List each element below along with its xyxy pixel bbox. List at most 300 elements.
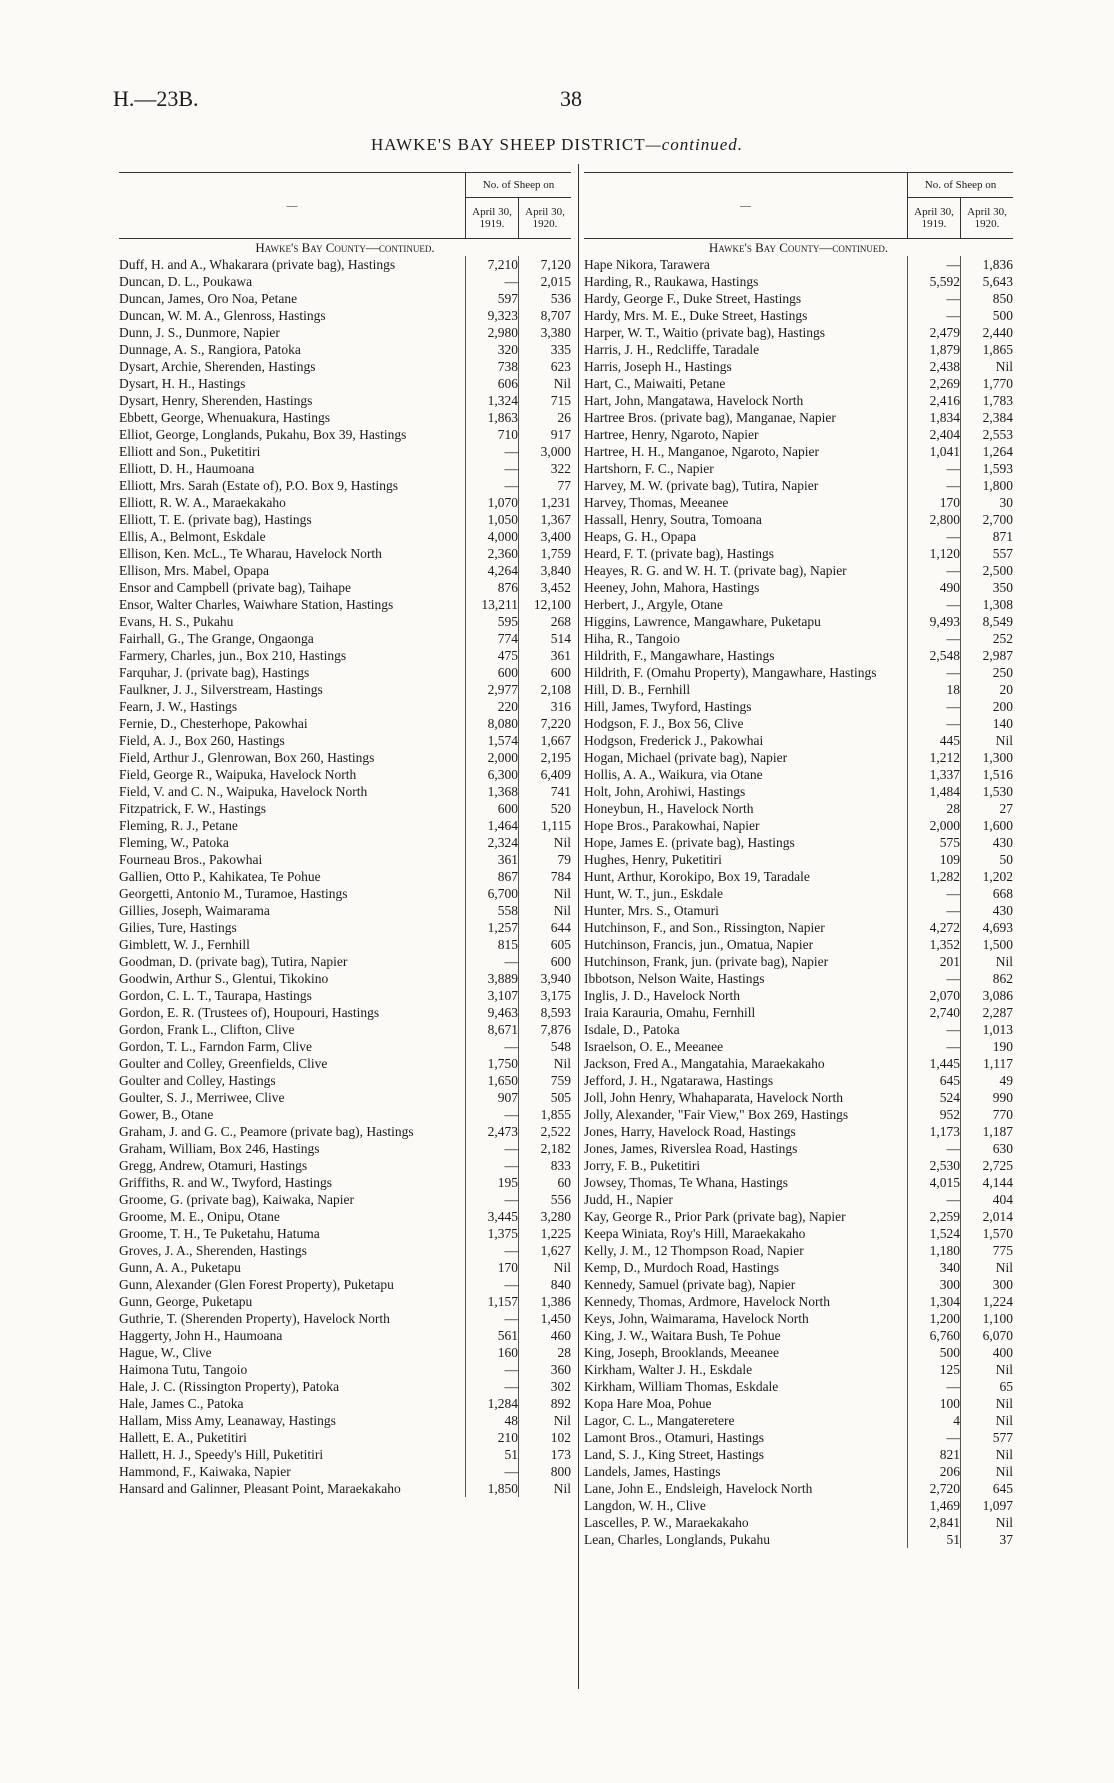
sheep-1919: 597 [466,290,519,307]
sheep-1919: — [908,256,961,273]
sheep-1919: — [908,1038,961,1055]
table-row [584,1293,1013,1310]
sheep-1919: — [466,1106,519,1123]
sheep-1919: 2,404 [908,426,961,443]
table-row [119,1225,571,1242]
sheep-1919: 3,889 [466,970,519,987]
owner-name: Gordon, T. L., Farndon Farm, Clive [119,1039,312,1054]
sheep-1920: 3,840 [519,562,572,579]
sheep-1920: Nil [519,1412,572,1429]
sheep-1919: 1,337 [908,766,961,783]
sheep-1919: 1,834 [908,409,961,426]
owner-name: Goulter and Colley, Hastings [119,1073,276,1088]
owner-name: Land, S. J., King Street, Hastings [584,1447,764,1462]
sheep-1919: — [908,1140,961,1157]
sheep-1919: 195 [466,1174,519,1191]
sheep-1919: 1,352 [908,936,961,953]
owner-name: Heaps, G. H., Opapa [584,529,697,544]
sheep-1920: 350 [961,579,1014,596]
table-row [119,324,571,341]
owner-name: Hale, James C., Patoka [119,1396,244,1411]
sheep-1919: 1,863 [466,409,519,426]
owner-name: Field, V. and C. N., Waipuka, Havelock North [119,784,368,799]
sheep-1919: 1,750 [466,1055,519,1072]
table-row [584,715,1013,732]
sheep-1920: 302 [519,1378,572,1395]
sheep-1919: — [908,596,961,613]
sheep-1920: 1,836 [961,256,1014,273]
sheep-1920: 6,409 [519,766,572,783]
sheep-1920: 79 [519,851,572,868]
sheep-1920: 252 [961,630,1014,647]
sheep-1919: 2,360 [466,545,519,562]
table-row [119,1327,571,1344]
sheep-1920: 1,516 [961,766,1014,783]
sheep-1920: 2,195 [519,749,572,766]
sheep-1920: 430 [961,902,1014,919]
owner-name: Harris, Joseph H., Hastings [584,359,732,374]
owner-name: Ensor, Walter Charles, Waiwhare Station, Hastings [119,597,394,612]
table-row [584,1123,1013,1140]
sheep-1919: 1,180 [908,1242,961,1259]
table-row [584,1140,1013,1157]
table-row [584,1191,1013,1208]
sheep-1919: 1,368 [466,783,519,800]
table-row [584,1463,1013,1480]
owner-name: Jefford, J. H., Ngatarawa, Hastings [584,1073,774,1088]
table-row [119,681,571,698]
table-row [119,477,571,494]
sheep-1920: 2,287 [961,1004,1014,1021]
table-row [584,664,1013,681]
sheep-1919: 2,473 [466,1123,519,1140]
table-row [584,460,1013,477]
owner-name: Langdon, W. H., Clive [584,1498,706,1513]
sheep-1920: 917 [519,426,572,443]
table-row [584,562,1013,579]
sheep-1920: 7,120 [519,256,572,273]
sheep-1920: 37 [961,1531,1014,1548]
sheep-1920: 1,264 [961,443,1014,460]
table-row [119,851,571,868]
sheep-1920: 600 [519,953,572,970]
sheep-1920: 800 [519,1463,572,1480]
sheep-1920: Nil [519,885,572,902]
owner-name: Hope, James E. (private bag), Hastings [584,835,795,850]
owner-name: Duncan, W. M. A., Glenross, Hastings [119,308,326,323]
sheep-1919: 1,284 [466,1395,519,1412]
owner-name: Israelson, O. E., Meeanee [584,1039,724,1054]
year-1920-header: April 30, 1920. [519,198,572,239]
sheep-1920: 2,725 [961,1157,1014,1174]
sheep-1919: 600 [466,800,519,817]
sheep-1920: 316 [519,698,572,715]
sheep-1920: Nil [519,1480,572,1497]
owner-name: Fearn, J. W., Hastings [119,699,238,714]
right-table-body [584,239,1013,1549]
sheep-1920: 1,013 [961,1021,1014,1038]
sheep-1919: 9,323 [466,307,519,324]
owner-name: Harvey, M. W. (private bag), Tutira, Napier [584,478,819,493]
sheep-1919: 2,438 [908,358,961,375]
sheep-1920: 871 [961,528,1014,545]
sheep-1920: 2,987 [961,647,1014,664]
sheep-1920: 8,707 [519,307,572,324]
sheep-1919: 1,464 [466,817,519,834]
owner-name: Gunn, A. A., Puketapu [119,1260,241,1275]
table-row [119,1293,571,1310]
sheep-1920: 7,220 [519,715,572,732]
sheep-1920: Nil [519,834,572,851]
sheep-1919: — [908,1378,961,1395]
table-row [119,375,571,392]
table-row [584,1089,1013,1106]
sheep-1920: 770 [961,1106,1014,1123]
sheep-1920: 1,100 [961,1310,1014,1327]
table-row [584,1327,1013,1344]
table-row [584,392,1013,409]
owner-name: Elliott and Son., Puketitiri [119,444,261,459]
sheep-1919: 1,574 [466,732,519,749]
sheep-1919: 1,257 [466,919,519,936]
owner-name: Hart, John, Mangatawa, Havelock North [584,393,804,408]
sheep-1920: 3,086 [961,987,1014,1004]
sheep-1920: 3,940 [519,970,572,987]
sheep-1919: — [908,1021,961,1038]
sheep-1920: Nil [961,1259,1014,1276]
owner-name: Jolly, Alexander, "Fair View," Box 269, Hastings [584,1107,849,1122]
table-row [119,749,571,766]
table-row [584,1106,1013,1123]
sheep-1919: — [908,477,961,494]
sheep-1920: 556 [519,1191,572,1208]
sheep-1920: 623 [519,358,572,375]
owner-name: Griffiths, R. and W., Twyford, Hastings [119,1175,333,1190]
owner-name: Higgins, Lawrence, Mangawhare, Puketapu [584,614,821,629]
table-row [119,1480,571,1497]
sheep-1920: 1,450 [519,1310,572,1327]
owner-name: Jowsey, Thomas, Te Whana, Hastings [584,1175,789,1190]
sheep-1920: Nil [961,1395,1014,1412]
table-row [584,1497,1013,1514]
table-row [584,1514,1013,1531]
owner-name: Dunn, J. S., Dunmore, Napier [119,325,280,340]
sheep-1919: — [908,1429,961,1446]
sheep-1920: 645 [961,1480,1014,1497]
name-column-header: — [119,173,466,239]
owner-name: Ebbett, George, Whenuakura, Hastings [119,410,330,425]
table-row [119,630,571,647]
owner-name: Fernie, D., Chesterhope, Pakowhai [119,716,308,731]
sheep-1920: 1,187 [961,1123,1014,1140]
owner-name: Keepa Winiata, Roy's Hill, Maraekakaho [584,1226,806,1241]
sheep-1919: 1,041 [908,443,961,460]
table-row [584,358,1013,375]
sheep-1920: 20 [961,681,1014,698]
table-row [584,1055,1013,1072]
sheep-1919: 1,070 [466,494,519,511]
table-row [584,1531,1013,1548]
owner-name: Hunter, Mrs. S., Otamuri [584,903,719,918]
sheep-1920: 8,593 [519,1004,572,1021]
table-row [119,715,571,732]
sheep-1919: 952 [908,1106,961,1123]
table-row [584,885,1013,902]
sheep-1920: 1,308 [961,596,1014,613]
owner-name: Gordon, Frank L., Clifton, Clive [119,1022,295,1037]
sheep-1920: 514 [519,630,572,647]
owner-name: Fleming, R. J., Petane [119,818,238,833]
page-reference: H.—23B. [113,86,199,111]
sheep-1919: 48 [466,1412,519,1429]
sheep-1920: 1,770 [961,375,1014,392]
sheep-1919: 210 [466,1429,519,1446]
sheep-1920: 892 [519,1395,572,1412]
owner-name: Groome, M. E., Onipu, Otane [119,1209,280,1224]
sheep-1919: 170 [908,494,961,511]
table-row [584,851,1013,868]
sheep-1919: 4 [908,1412,961,1429]
sheep-1919: 1,324 [466,392,519,409]
owner-name: Hughes, Henry, Puketitiri [584,852,722,867]
sheep-1919: 1,157 [466,1293,519,1310]
owner-name: Heeney, John, Mahora, Hastings [584,580,760,595]
owner-name: Hague, W., Clive [119,1345,212,1360]
sheep-1919: 1,173 [908,1123,961,1140]
sheep-1919: 907 [466,1089,519,1106]
sheep-1920: 862 [961,970,1014,987]
table-row [119,1463,571,1480]
owner-name: Herbert, J., Argyle, Otane [584,597,723,612]
owner-name: Ibbotson, Nelson Waite, Hastings [584,971,765,986]
owner-name: Keys, John, Waimarama, Havelock North [584,1311,809,1326]
sheep-1920: 77 [519,477,572,494]
sheep-1919: — [466,443,519,460]
owner-name: Kelly, J. M., 12 Thompson Road, Napier [584,1243,804,1258]
owner-name: Goodwin, Arthur S., Glentui, Tikokino [119,971,329,986]
owner-name: Jones, Harry, Havelock Road, Hastings [584,1124,796,1139]
owner-name: Field, Arthur J., Glenrowan, Box 260, Hastings [119,750,375,765]
owner-name: Jones, James, Riverslea Road, Hastings [584,1141,798,1156]
table-row [119,511,571,528]
owner-name: Gower, B., Otane [119,1107,214,1122]
owner-name: Goodman, D. (private bag), Tutira, Napier [119,954,348,969]
owner-name: Lagor, C. L., Mangateretere [584,1413,735,1428]
sheep-1920: Nil [519,1055,572,1072]
sheep-1920: 1,300 [961,749,1014,766]
sheep-1920: 1,115 [519,817,572,834]
owner-name: Hartree Bros. (private bag), Manganae, Napier [584,410,836,425]
table-row [584,273,1013,290]
sheep-1920: Nil [519,1259,572,1276]
owner-name: Faulkner, J. J., Silverstream, Hastings [119,682,323,697]
owner-name: Hartree, Henry, Ngaroto, Napier [584,427,759,442]
sheep-1920: 2,700 [961,511,1014,528]
sheep-1920: 268 [519,613,572,630]
sheep-1919: 2,800 [908,511,961,528]
sheep-1920: 1,224 [961,1293,1014,1310]
table-row [119,579,571,596]
sheep-1920: 3,280 [519,1208,572,1225]
owner-name: Hardy, Mrs. M. E., Duke Street, Hastings [584,308,808,323]
owner-name: King, J. W., Waitara Bush, Te Pohue [584,1328,781,1343]
sheep-1919: 2,530 [908,1157,961,1174]
table-row [584,1429,1013,1446]
table-row [119,443,571,460]
table-row [119,341,571,358]
table-row [119,868,571,885]
owner-name: Joll, John Henry, Whahaparata, Havelock North [584,1090,844,1105]
owner-name: Ellis, A., Belmont, Eskdale [119,529,266,544]
sheep-1919: 2,269 [908,375,961,392]
sheep-1920: 500 [961,307,1014,324]
sheep-1920: 361 [519,647,572,664]
sheep-1919: — [466,1276,519,1293]
owner-name: Elliott, Mrs. Sarah (Estate of), P.O. Box 9, Hastings [119,478,398,493]
sheep-1919: 2,980 [466,324,519,341]
table-row [584,1021,1013,1038]
table-row [119,698,571,715]
sheep-1920: 520 [519,800,572,817]
owner-name: Fitzpatrick, F. W., Hastings [119,801,267,816]
owner-name: Hutchinson, Francis, jun., Omatua, Napier [584,937,814,952]
sheep-1919: 320 [466,341,519,358]
sheep-1919: 2,977 [466,681,519,698]
sheep-1920: 1,667 [519,732,572,749]
table-row [119,1140,571,1157]
table-row [584,868,1013,885]
sheep-1919: — [908,664,961,681]
sheep-1920: Nil [961,358,1014,375]
left-table-body [119,239,571,1498]
sheep-1919: 475 [466,647,519,664]
owner-name: Hunt, W. T., jun., Eskdale [584,886,723,901]
table-row [119,1004,571,1021]
table-row [119,1208,571,1225]
table-row [584,1242,1013,1259]
table-row [584,494,1013,511]
sheep-1919: — [466,460,519,477]
sheep-1920: Nil [961,1463,1014,1480]
sheep-1919: 600 [466,664,519,681]
sheep-1919: 2,000 [466,749,519,766]
sheep-1919: 2,259 [908,1208,961,1225]
sheep-1920: 2,108 [519,681,572,698]
table-row [119,902,571,919]
sheep-1920: 3,452 [519,579,572,596]
table-row [584,1072,1013,1089]
owner-name: Elliott, T. E. (private bag), Hastings [119,512,312,527]
owner-name: Harvey, Thomas, Meeanee [584,495,729,510]
sheep-1920: 2,182 [519,1140,572,1157]
sheep-1919: 18 [908,681,961,698]
table-row [119,426,571,443]
table-row [119,1310,571,1327]
owner-name: Evans, H. S., Pukahu [119,614,234,629]
sheep-1919: 7,210 [466,256,519,273]
table-row [119,919,571,936]
sheep-1920: 140 [961,715,1014,732]
sheep-1919: 2,740 [908,1004,961,1021]
sheep-1919: 5,592 [908,273,961,290]
sheep-1919: 2,841 [908,1514,961,1531]
sheep-1919: 8,671 [466,1021,519,1038]
sheep-1919: 645 [908,1072,961,1089]
sheep-1919: — [908,698,961,715]
sheep-1919: 2,479 [908,324,961,341]
sheep-1920: 1,231 [519,494,572,511]
owner-name: Kennedy, Thomas, Ardmore, Havelock North [584,1294,830,1309]
table-row [584,375,1013,392]
name-column-header: — [584,173,908,239]
table-row [119,1446,571,1463]
sheep-1920: 1,570 [961,1225,1014,1242]
table-row [584,834,1013,851]
table-row [584,919,1013,936]
sheep-1920: 190 [961,1038,1014,1055]
table-row [119,800,571,817]
owner-name: Hutchinson, Frank, jun. (private bag), Napier [584,954,829,969]
owner-name: Elliot, George, Longlands, Pukahu, Box 39, Hastings [119,427,407,442]
sheep-1919: 821 [908,1446,961,1463]
sheep-1919: 774 [466,630,519,647]
sheep-1920: 460 [519,1327,572,1344]
table-row [584,1412,1013,1429]
owner-name: Duff, H. and A., Whakarara (private bag), Hastings [119,257,396,272]
owner-name: Haggerty, John H., Haumoana [119,1328,283,1343]
sheep-1920: 1,225 [519,1225,572,1242]
owner-name: Groome, T. H., Te Puketahu, Hatuma [119,1226,320,1241]
sheep-1920: 12,100 [519,596,572,613]
sheep-1920: 2,015 [519,273,572,290]
sheep-1920: 322 [519,460,572,477]
table-row [119,1089,571,1106]
owner-name: Gordon, C. L. T., Taurapa, Hastings [119,988,312,1003]
table-row [584,936,1013,953]
sheep-1919: 2,720 [908,1480,961,1497]
sheep-1920: 3,175 [519,987,572,1004]
owner-name: Duncan, D. L., Poukawa [119,274,253,289]
sheep-1920: 1,800 [961,477,1014,494]
sheep-1919: 13,211 [466,596,519,613]
sheep-1919: 100 [908,1395,961,1412]
sheep-1919: — [466,953,519,970]
table-row [119,664,571,681]
owner-name: Gunn, George, Puketapu [119,1294,253,1309]
table-row [119,1412,571,1429]
owner-name: Inglis, J. D., Havelock North [584,988,740,1003]
owner-name: Groves, J. A., Sherenden, Hastings [119,1243,307,1258]
sheep-1920: 50 [961,851,1014,868]
owner-name: Hape Nikora, Tarawera [584,257,710,272]
sheep-1919: — [466,1378,519,1395]
table-row [119,273,571,290]
owner-name: Dysart, Henry, Sherenden, Hastings [119,393,313,408]
table-row [584,1259,1013,1276]
sheep-1919: — [908,885,961,902]
sheep-1920: 600 [519,664,572,681]
owner-name: Gimblett, W. J., Fernhill [119,937,250,952]
sheep-1920: Nil [961,1446,1014,1463]
sheep-1919: 524 [908,1089,961,1106]
owner-name: Kirkham, Walter J. H., Eskdale [584,1362,753,1377]
owner-name: Graham, William, Box 246, Hastings [119,1141,320,1156]
sheep-1919: 125 [908,1361,961,1378]
sheep-1920: 605 [519,936,572,953]
table-row [119,307,571,324]
sheep-1919: 361 [466,851,519,868]
sheep-1920: 335 [519,341,572,358]
